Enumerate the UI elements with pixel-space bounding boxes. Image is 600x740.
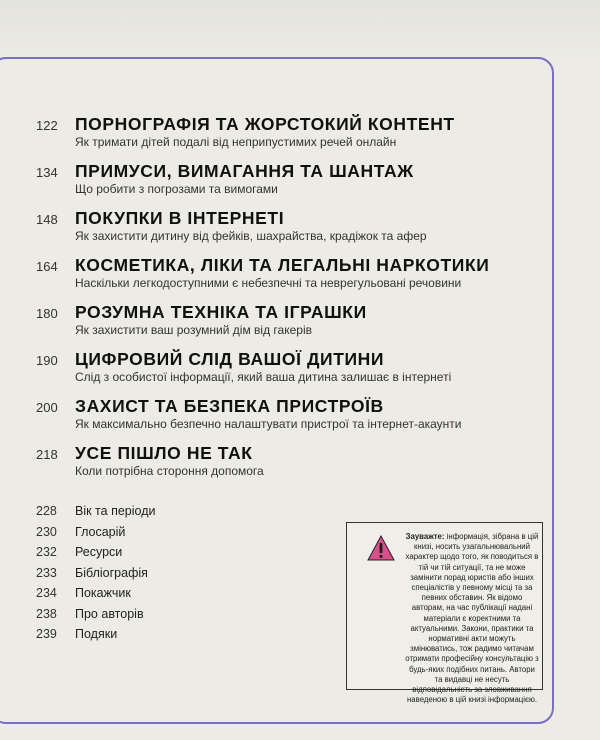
appendix-list (36, 504, 236, 648)
toc-entry[interactable] (36, 443, 486, 490)
page-number: 218 (36, 447, 58, 462)
toc-entry[interactable] (36, 161, 486, 208)
toc-entry[interactable] (36, 114, 486, 161)
page-number: 180 (36, 306, 58, 321)
entry-title: РОЗУМНА ТЕХНІКА ТА ІГРАШКИ (75, 302, 367, 322)
entry-title: ПРИМУСИ, ВИМАГАННЯ ТА ШАНТАЖ (75, 161, 414, 181)
appendix-label: Покажчик (75, 586, 131, 600)
appendix-item[interactable] (36, 545, 236, 566)
appendix-label: Про авторів (75, 606, 144, 621)
page-number: 232 (36, 545, 57, 559)
appendix-item[interactable] (36, 504, 236, 525)
toc-entry[interactable] (36, 302, 486, 349)
page-number: 228 (36, 504, 57, 518)
top-shade (0, 0, 600, 60)
page-number: 190 (36, 353, 58, 368)
page-number: 134 (36, 165, 58, 180)
entry-description: Як захистити ваш розумний дім від гакерів (75, 323, 312, 337)
entry-title: ПОРНОГРАФІЯ ТА ЖОРСТОКИЙ КОНТЕНТ (75, 114, 455, 134)
entry-title: УСЕ ПІШЛО НЕ ТАК (75, 443, 253, 463)
appendix-label: Ресурси (75, 545, 123, 559)
appendix-label: Глосарій (75, 524, 126, 539)
entry-description: Що робити з погрозами та вимогами (75, 182, 278, 196)
page-number: 238 (36, 606, 57, 621)
entry-description: Слід з особистої інформації, який ваша дитина залишає в інтернеті (75, 370, 452, 384)
appendix-item[interactable] (36, 627, 236, 648)
disclaimer-lead: Зауважте: (405, 532, 445, 541)
page-number: 164 (36, 259, 58, 274)
appendix-item[interactable] (36, 525, 236, 546)
entry-description: Наскільки легкодоступними є небезпечні та неврегульовані речовини (75, 276, 462, 290)
appendix-label: Бібліографія (75, 565, 148, 580)
table-of-contents (36, 114, 490, 490)
entry-title: КОСМЕТИКА, ЛІКИ ТА ЛЕГАЛЬНІ НАРКОТИКИ (75, 255, 490, 275)
appendix-item[interactable] (36, 607, 236, 628)
page-number: 233 (36, 565, 57, 580)
toc-entry[interactable] (36, 255, 490, 302)
warning-triangle-icon (367, 535, 395, 561)
entry-description: Як тримати дітей подалі від неприпустимих речей онлайн (75, 135, 397, 149)
appendix-item[interactable] (36, 566, 236, 587)
entry-title: ЦИФРОВИЙ СЛІД ВАШОЇ ДИТИНИ (75, 349, 385, 369)
toc-entry[interactable] (36, 396, 486, 443)
appendix-item[interactable] (36, 586, 236, 607)
entry-description: Як захистити дитину від фейків, шахрайства, крадіжок та афер (75, 229, 427, 243)
disclaimer-box (346, 522, 543, 705)
page-number: 234 (36, 586, 57, 600)
page-number: 148 (36, 212, 58, 227)
disclaimer-body: інформація, зібрана в цій книзі, носить узагальнювальний характер щодо того, як поводиться в тій чи тій ситуації, та не може замінити порад юристів або інших спеціалістів у певному місці та за певних обставин. Як відомо авторам, на час публікації надані матеріали є коректними та актуальними. Закони, практики та нормативні акти можуть змінюватись, тож радимо читачам отримати професійну консультацію з будь-яких подібних питань. Автори та видавці не несуть відповідальність за зловживання наведеною в цій книзі інформацією. (405, 532, 539, 705)
toc-entry[interactable] (36, 208, 486, 255)
entry-title: ПОКУПКИ В ІНТЕРНЕТІ (75, 208, 285, 228)
page-number: 122 (36, 118, 58, 133)
page-number: 239 (36, 627, 57, 641)
entry-description: Коли потрібна стороння допомога (75, 464, 264, 478)
appendix-label: Вік та періоди (75, 504, 156, 518)
entry-title: ЗАХИСТ ТА БЕЗПЕКА ПРИСТРОЇВ (75, 396, 384, 416)
disclaimer-text (405, 532, 539, 705)
page-number: 200 (36, 400, 58, 415)
appendix-label: Подяки (75, 627, 118, 641)
page-number: 230 (36, 524, 57, 539)
entry-description: Як максимально безпечно налаштувати пристрої та інтернет-акаунти (75, 417, 462, 431)
toc-entry[interactable] (36, 349, 486, 396)
